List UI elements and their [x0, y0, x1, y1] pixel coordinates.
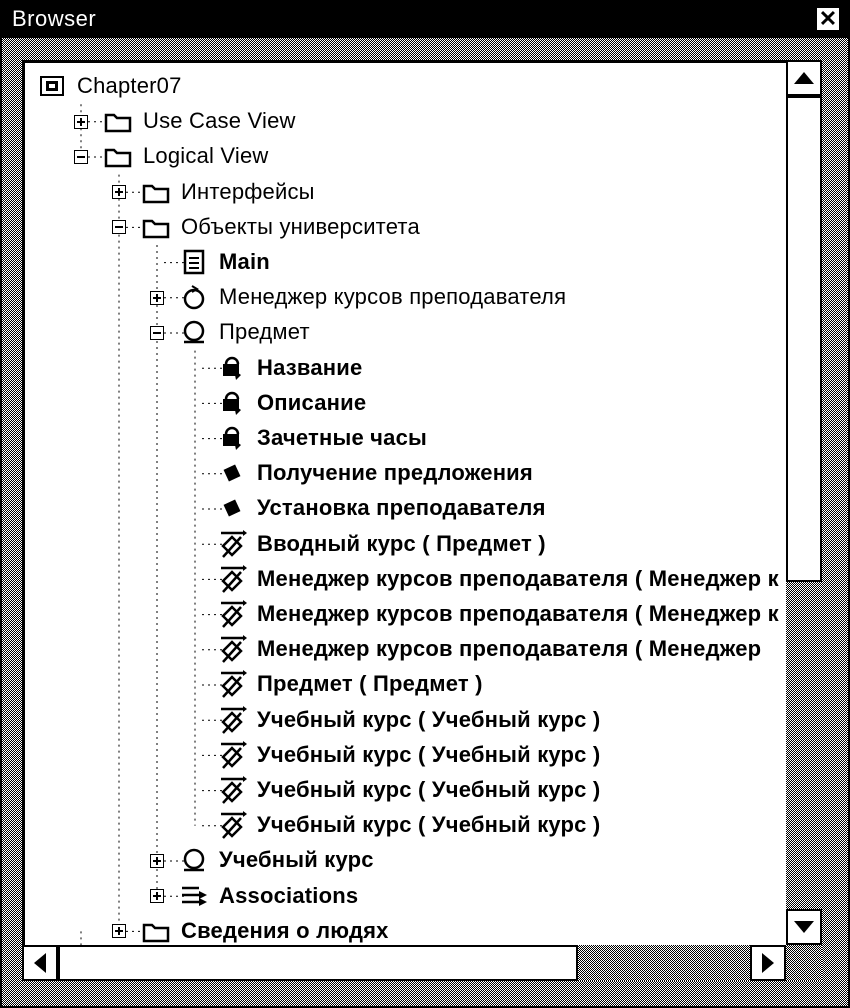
tree-node[interactable] — [217, 773, 600, 807]
tree-node[interactable] — [141, 175, 315, 209]
tree-node[interactable] — [179, 280, 566, 314]
tree-node-label: Logical View — [143, 143, 269, 169]
expand-toggle-icon[interactable] — [112, 185, 126, 199]
scroll-right-button[interactable] — [750, 945, 786, 981]
tree-node[interactable] — [217, 667, 483, 701]
tree-node-label: Вводный курс ( Предмет ) — [257, 530, 546, 556]
tree-node-label: Менеджер курсов преподавателя ( Менеджер — [257, 636, 762, 662]
tree-node-label: Предмет — [219, 319, 310, 345]
tree-node[interactable] — [217, 597, 779, 631]
tree-node-label: Объекты университета — [181, 213, 420, 239]
tree-node[interactable] — [217, 562, 779, 596]
association-role-icon — [217, 810, 247, 840]
scroll-down-button[interactable] — [786, 909, 822, 945]
right-arrow-icon — [752, 947, 784, 979]
expand-toggle-icon[interactable] — [150, 854, 164, 868]
tree-node[interactable] — [179, 879, 358, 913]
expand-toggle-icon[interactable] — [74, 115, 88, 129]
tree-node-label: Учебный курс ( Учебный курс ) — [257, 777, 601, 802]
scrollbar-corner — [786, 945, 822, 981]
tree-view[interactable] — [22, 60, 789, 948]
tree-node[interactable] — [217, 351, 362, 385]
tree-node-label: Менеджер курсов преподавателя ( Менеджер к — [257, 565, 779, 591]
scroll-left-button[interactable] — [22, 945, 58, 981]
tree-node[interactable] — [179, 245, 270, 279]
folder-icon — [141, 177, 171, 207]
folder-icon — [141, 916, 171, 946]
folder-icon — [141, 212, 171, 242]
association-role-icon — [217, 634, 247, 664]
tree-node[interactable] — [217, 632, 761, 666]
vertical-scroll-track[interactable] — [786, 96, 822, 909]
folder-icon — [103, 141, 133, 171]
tree-node-label: Учебный курс ( Учебный курс ) — [257, 812, 601, 838]
control-class-icon — [179, 282, 209, 312]
tree-node-label: Описание — [257, 389, 367, 415]
private-attribute-icon — [217, 388, 247, 418]
tree-node[interactable] — [141, 210, 420, 244]
folder-icon — [103, 106, 133, 136]
tree-node-label: Менеджер курсов преподавателя ( Менеджер к — [257, 601, 779, 626]
vertical-scrollbar[interactable] — [786, 60, 822, 945]
private-attribute-icon — [217, 423, 247, 453]
association-role-icon — [217, 564, 247, 594]
tree-node-label: Интерфейсы — [181, 178, 315, 204]
tree-node[interactable] — [217, 386, 366, 420]
entity-class-icon — [179, 845, 209, 875]
association-role-icon — [217, 740, 247, 770]
tree-node[interactable] — [179, 843, 374, 877]
horizontal-scroll-track[interactable] — [58, 945, 750, 981]
tree-node[interactable] — [141, 914, 389, 948]
operation-icon — [217, 493, 247, 523]
association-role-icon — [217, 599, 247, 629]
tree-node-label: Use Case View — [143, 108, 296, 134]
collapse-toggle-icon[interactable] — [150, 326, 164, 340]
horizontal-scrollbar[interactable] — [22, 945, 786, 981]
tree-node-label: Учебный курс — [219, 847, 374, 873]
left-arrow-icon — [24, 947, 56, 979]
tree-node[interactable] — [37, 69, 182, 103]
expand-toggle-icon[interactable] — [150, 291, 164, 305]
horizontal-scroll-thumb[interactable] — [58, 945, 578, 981]
tree-node[interactable] — [217, 703, 600, 737]
expand-toggle-icon[interactable] — [150, 889, 164, 903]
vertical-scroll-thumb[interactable] — [786, 96, 822, 582]
tree-node[interactable] — [217, 808, 600, 842]
association-role-icon — [217, 775, 247, 805]
title-bar[interactable] — [2, 2, 848, 38]
tree-node-label: Зачетные часы — [257, 425, 428, 450]
association-role-icon — [217, 669, 247, 699]
associations-icon — [179, 881, 209, 911]
tree-node[interactable] — [217, 456, 533, 490]
tree-node-label: Учебный курс ( Учебный курс ) — [257, 706, 601, 732]
tree-node-label: Предмет ( Предмет ) — [257, 671, 483, 697]
tree-node-label: Получение предложения — [257, 460, 533, 486]
tree-node-label: Main — [219, 249, 270, 274]
tree-node-label: Сведения о людях — [181, 917, 389, 943]
scroll-up-button[interactable] — [786, 60, 822, 96]
collapse-toggle-icon[interactable] — [74, 150, 88, 164]
association-role-icon — [217, 529, 247, 559]
tree-node-label: Установка преподавателя — [257, 495, 546, 521]
operation-icon — [217, 458, 247, 488]
tree-node[interactable] — [217, 491, 546, 525]
private-attribute-icon — [217, 353, 247, 383]
tree-node[interactable] — [179, 315, 310, 349]
tree-node[interactable] — [217, 421, 427, 455]
tree-node-label: Учебный курс ( Учебный курс ) — [257, 741, 601, 767]
tree-node-label: Название — [257, 354, 363, 380]
class-diagram-icon — [179, 247, 209, 277]
up-arrow-icon — [788, 62, 820, 94]
tree-node-label: Менеджер курсов преподавателя — [219, 284, 567, 310]
collapse-toggle-icon[interactable] — [112, 220, 126, 234]
association-role-icon — [217, 705, 247, 735]
tree-node[interactable] — [217, 738, 600, 772]
tree-node[interactable] — [103, 104, 296, 138]
window-title: Browser — [12, 6, 97, 31]
expand-toggle-icon[interactable] — [112, 924, 126, 938]
down-arrow-icon — [788, 911, 820, 943]
tree-node[interactable] — [103, 139, 269, 173]
model-icon — [37, 71, 67, 101]
close-button[interactable]: ✕ — [816, 7, 840, 31]
tree-node-label: Associations — [219, 882, 359, 908]
tree-node[interactable] — [217, 527, 546, 561]
tree-node-label: Chapter07 — [77, 73, 182, 98]
entity-class-icon — [179, 317, 209, 347]
